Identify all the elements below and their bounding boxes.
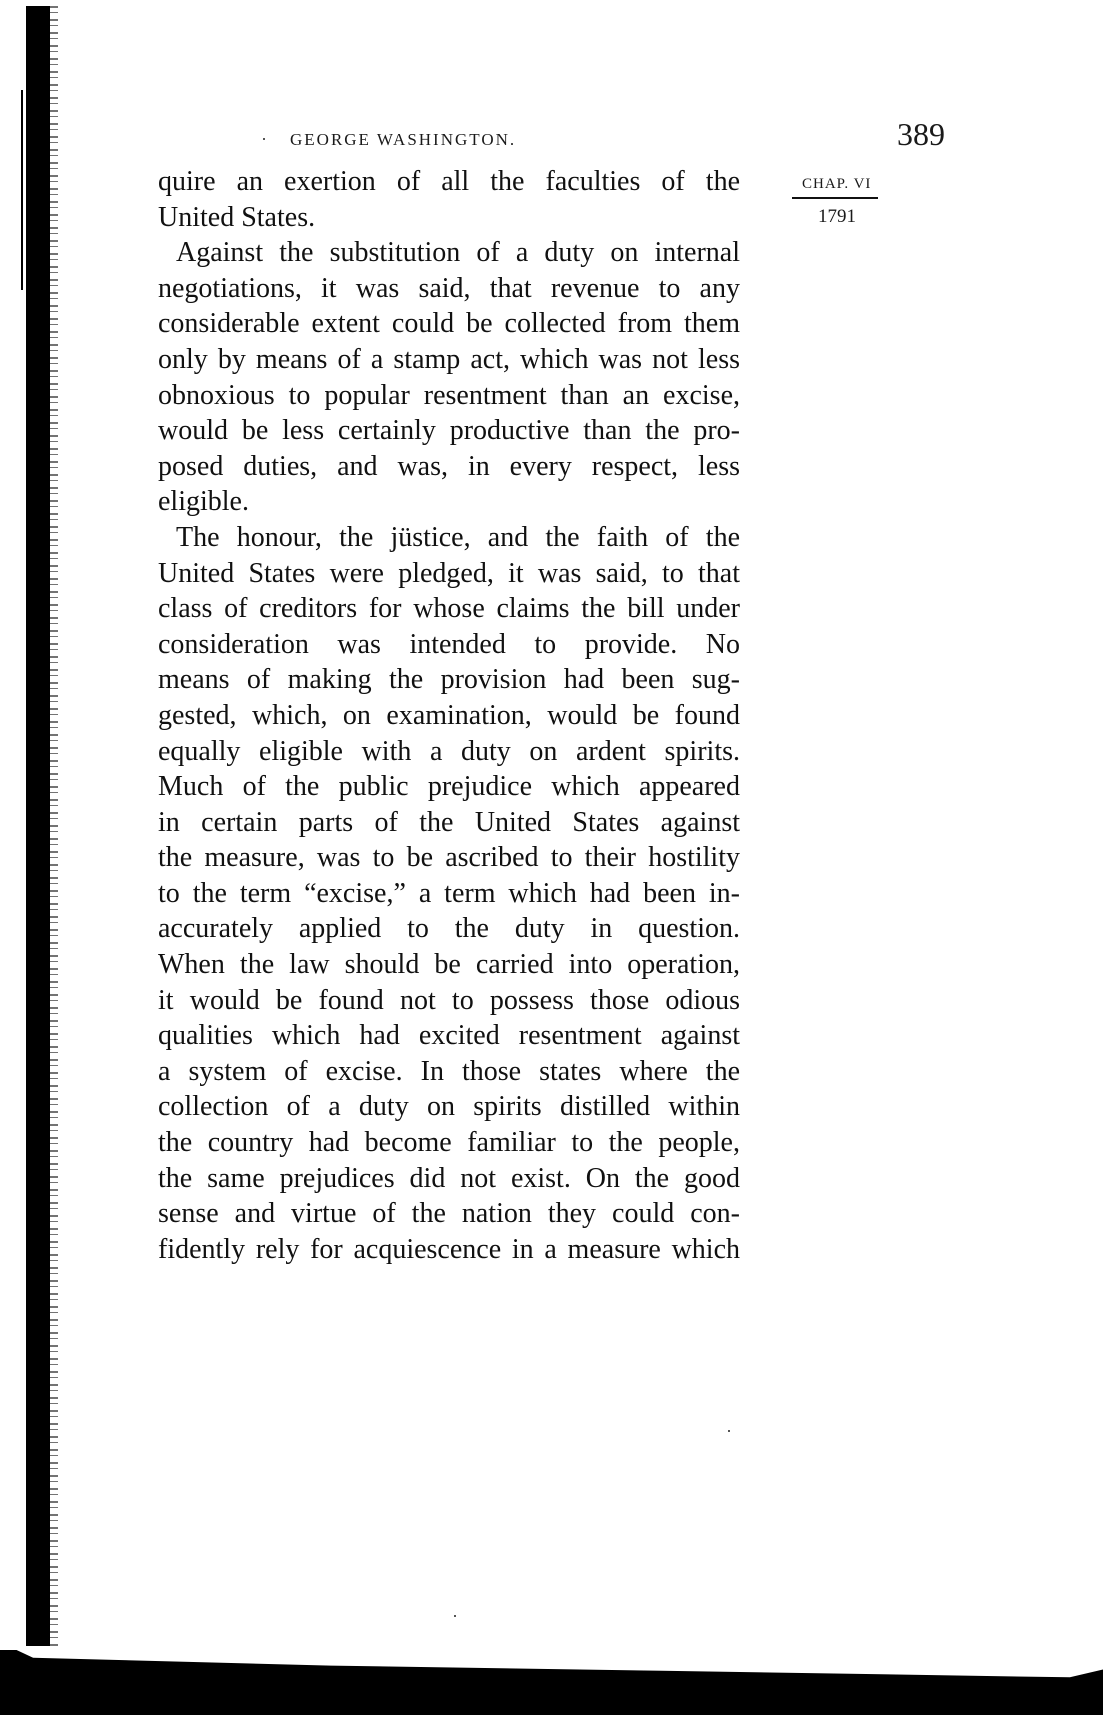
text-line: considerable extent could be collected from them: [158, 308, 740, 340]
margin-rule: [792, 197, 878, 199]
text-line: posed duties, and was, in every respect, less: [158, 450, 740, 482]
text-line: a system of excise. In those states where the: [158, 1055, 740, 1087]
text-line: accurately applied to the duty in question.: [158, 913, 740, 945]
body-text: [158, 164, 740, 1267]
speck: [263, 138, 265, 140]
text-line: in certain parts of the United States against: [158, 806, 740, 838]
page-bottom-shadow: [0, 1650, 1103, 1715]
text-line: collection of a duty on spirits distilled within: [158, 1091, 740, 1123]
text-line: to the term “excise,” a term which had been in-: [158, 877, 740, 909]
text-line: quire an exertion of all the faculties of the: [158, 166, 740, 197]
book-binding-edge: [26, 6, 50, 1646]
margin-chapter: CHAP. VI: [802, 176, 872, 192]
paragraph-start-line: The honour, the jüstice, and the faith of the: [176, 521, 740, 553]
text-line: equally eligible with a duty on ardent spirits.: [158, 735, 740, 767]
text-line: sense and virtue of the nation they could con-: [158, 1198, 740, 1230]
text-line: obnoxious to popular resentment than an excise,: [158, 379, 740, 411]
text-line: qualities which had excited resentment against: [158, 1020, 740, 1052]
text-line: it would be found not to possess those odious: [158, 984, 740, 1016]
binding-edge-noise: [48, 6, 58, 1646]
text-line: the same prejudices did not exist. On the good: [158, 1162, 740, 1194]
text-line: fidently rely for acquiescence in a measure which: [158, 1233, 740, 1265]
paragraph-start-line: Against the substitution of a duty on internal: [176, 237, 740, 269]
margin-year: 1791: [818, 206, 856, 227]
binding-edge-line: [21, 90, 23, 290]
text-line: eligible.: [158, 486, 249, 518]
text-line: United States.: [158, 201, 316, 233]
text-line: only by means of a stamp act, which was not less: [158, 343, 740, 375]
text-line: When the law should be carried into operation,: [158, 949, 740, 981]
text-line: United States were pledged, it was said, to that: [158, 557, 740, 589]
text-line: class of creditors for whose claims the bill under: [158, 593, 740, 625]
speck: [728, 1430, 730, 1432]
page-number: 389: [897, 116, 945, 152]
text-line: would be less certainly productive than the pro-: [158, 415, 740, 447]
text-line: negotiations, it was said, that revenue to any: [158, 272, 740, 304]
text-line: consideration was intended to provide. No: [158, 628, 740, 660]
text-line: gested, which, on examination, would be found: [158, 699, 740, 731]
text-line: Much of the public prejudice which appeared: [158, 771, 740, 803]
text-line: the measure, was to be ascribed to their hostility: [158, 842, 740, 874]
text-line: the country had become familiar to the people,: [158, 1127, 740, 1159]
margin-note: [802, 176, 872, 228]
speck: [454, 1615, 456, 1617]
running-head: GEORGE WASHINGTON.: [290, 130, 517, 149]
text-line: means of making the provision had been sug-: [158, 664, 740, 696]
